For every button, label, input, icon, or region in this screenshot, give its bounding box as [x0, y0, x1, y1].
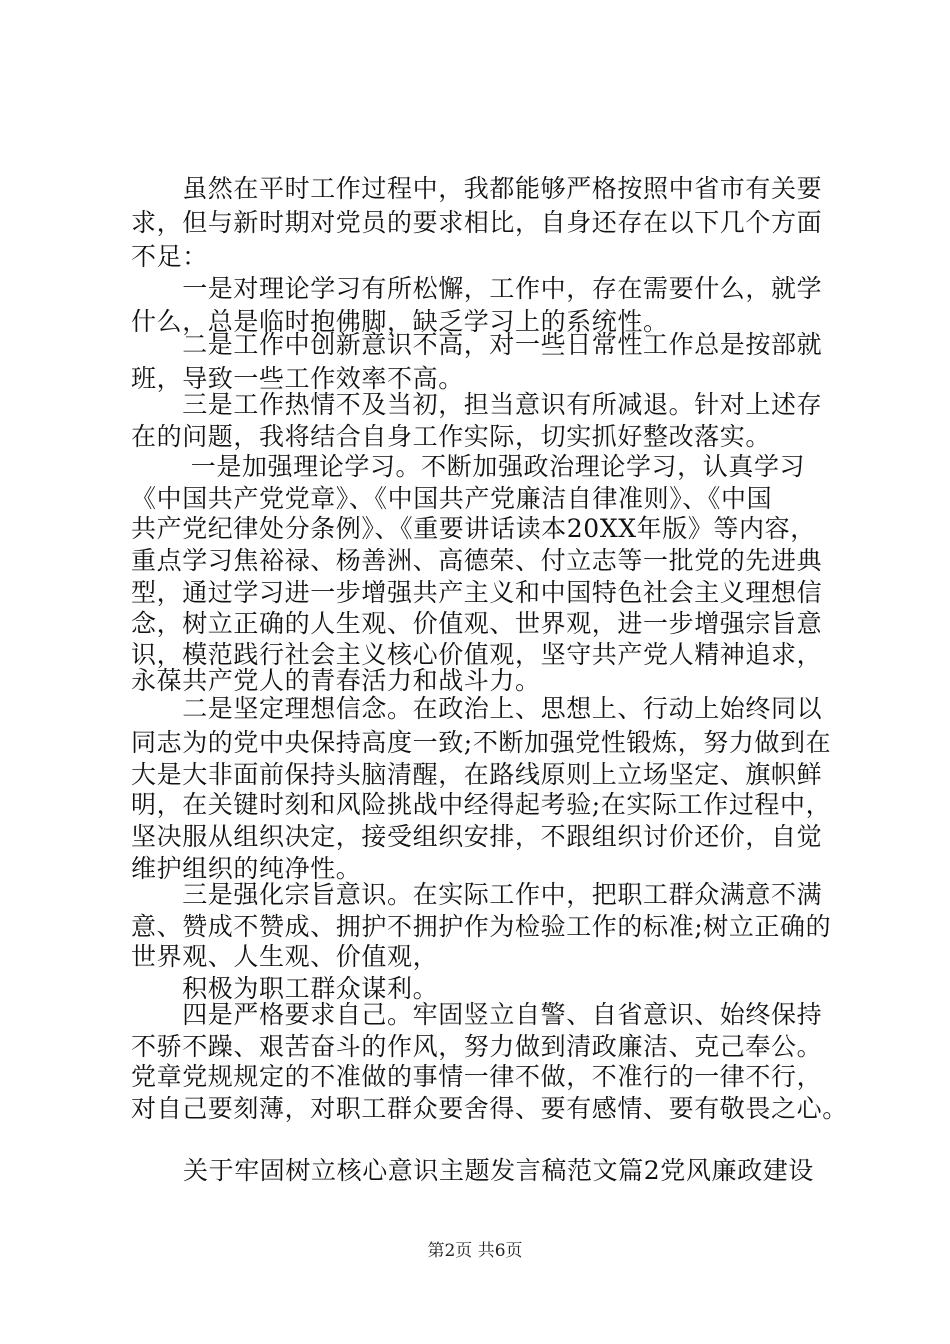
body-line: 不足： [131, 242, 208, 271]
body-line: 三是工作热情不及当初，担当意识有所减退。针对上述存 [131, 390, 823, 419]
body-line: 在的问题，我将结合自身工作实际，切实抓好整改落实。 [131, 422, 772, 451]
page-number-footer: 第2页 共6页 [427, 1241, 523, 1261]
body-line: 《中国共产党党章》、《中国共产党廉洁自律准则》、《中国 [131, 484, 773, 513]
body-line: 一是加强理论学习。不断加强政治理论学习，认真学习 [131, 452, 806, 481]
body-line: 大是大非面前保持头脑清醒，在路线原则上立场坚定、旗帜鲜 [131, 760, 823, 789]
body-line: 永葆共产党人的青春活力和战斗力。 [131, 666, 541, 695]
body-line: 念，树立正确的人生观、价值观、世界观，进一步增强宗旨意 [131, 609, 823, 638]
body-line: 明，在关键时刻和风险挑战中经得起考验;在实际工作过程中， [131, 790, 832, 819]
body-line: 识，模范践行社会主义核心价值观，坚守共产党人精神追求， [131, 640, 823, 669]
body-line: 二是坚定理想信念。在政治上、思想上、行动上始终同以 [131, 694, 823, 723]
section-heading: 关于牢固树立核心意识主题发言稿范文篇2党风廉政建设 [183, 1156, 814, 1185]
body-line: 世界观、人生观、价值观， [131, 942, 439, 971]
body-line: 虽然在平时工作过程中，我都能够严格按照中省市有关要 [131, 174, 823, 203]
body-line: 班，导致一些工作效率不高。 [131, 364, 464, 393]
body-line: 三是强化宗旨意识。在实际工作中，把职工群众满意不满 [131, 880, 823, 909]
body-line: 什么，总是临时抱佛脚，缺乏学习上的系统性。 [131, 307, 669, 336]
body-line: 同志为的党中央保持高度一致;不断加强党性锻炼，努力做到在 [131, 728, 832, 757]
body-line: 共产党纪律处分条例》、《重要讲话读本20XX年版》等内容， [131, 514, 816, 543]
body-line: 四是严格要求自己。牢固竖立自警、自省意识、始终保持 [131, 1000, 823, 1029]
body-line: 二是工作中创新意识不高，对一些日常性工作总是按部就 [131, 330, 823, 359]
body-line: 不骄不躁、艰苦奋斗的作风，努力做到清政廉洁、克己奉公。 [131, 1032, 823, 1061]
body-line: 一是对理论学习有所松懈，工作中，存在需要什么，就学 [131, 274, 823, 303]
body-line: 对自己要刻薄，对职工群众要舍得、要有感情、要有敬畏之心。 [131, 1094, 848, 1123]
body-line: 坚决服从组织决定，接受组织安排，不跟组织讨价还价，自觉 [131, 822, 823, 851]
body-line: 重点学习焦裕禄、杨善洲、高德荣、付立志等一批党的先进典 [131, 546, 823, 575]
body-line: 意、赞成不赞成、拥护不拥护作为检验工作的标准;树立正确的 [131, 912, 832, 941]
body-line: 党章党规规定的不准做的事情一律不做，不准行的一律不行， [131, 1062, 823, 1091]
body-line: 型，通过学习进一步增强共产主义和中国特色社会主义理想信 [131, 578, 823, 607]
body-line: 维护组织的纯净性。 [131, 854, 362, 883]
body-line: 求，但与新时期对党员的要求相比，自身还存在以下几个方面 [131, 208, 823, 237]
body-line: 积极为职工群众谋利。 [131, 974, 439, 1003]
